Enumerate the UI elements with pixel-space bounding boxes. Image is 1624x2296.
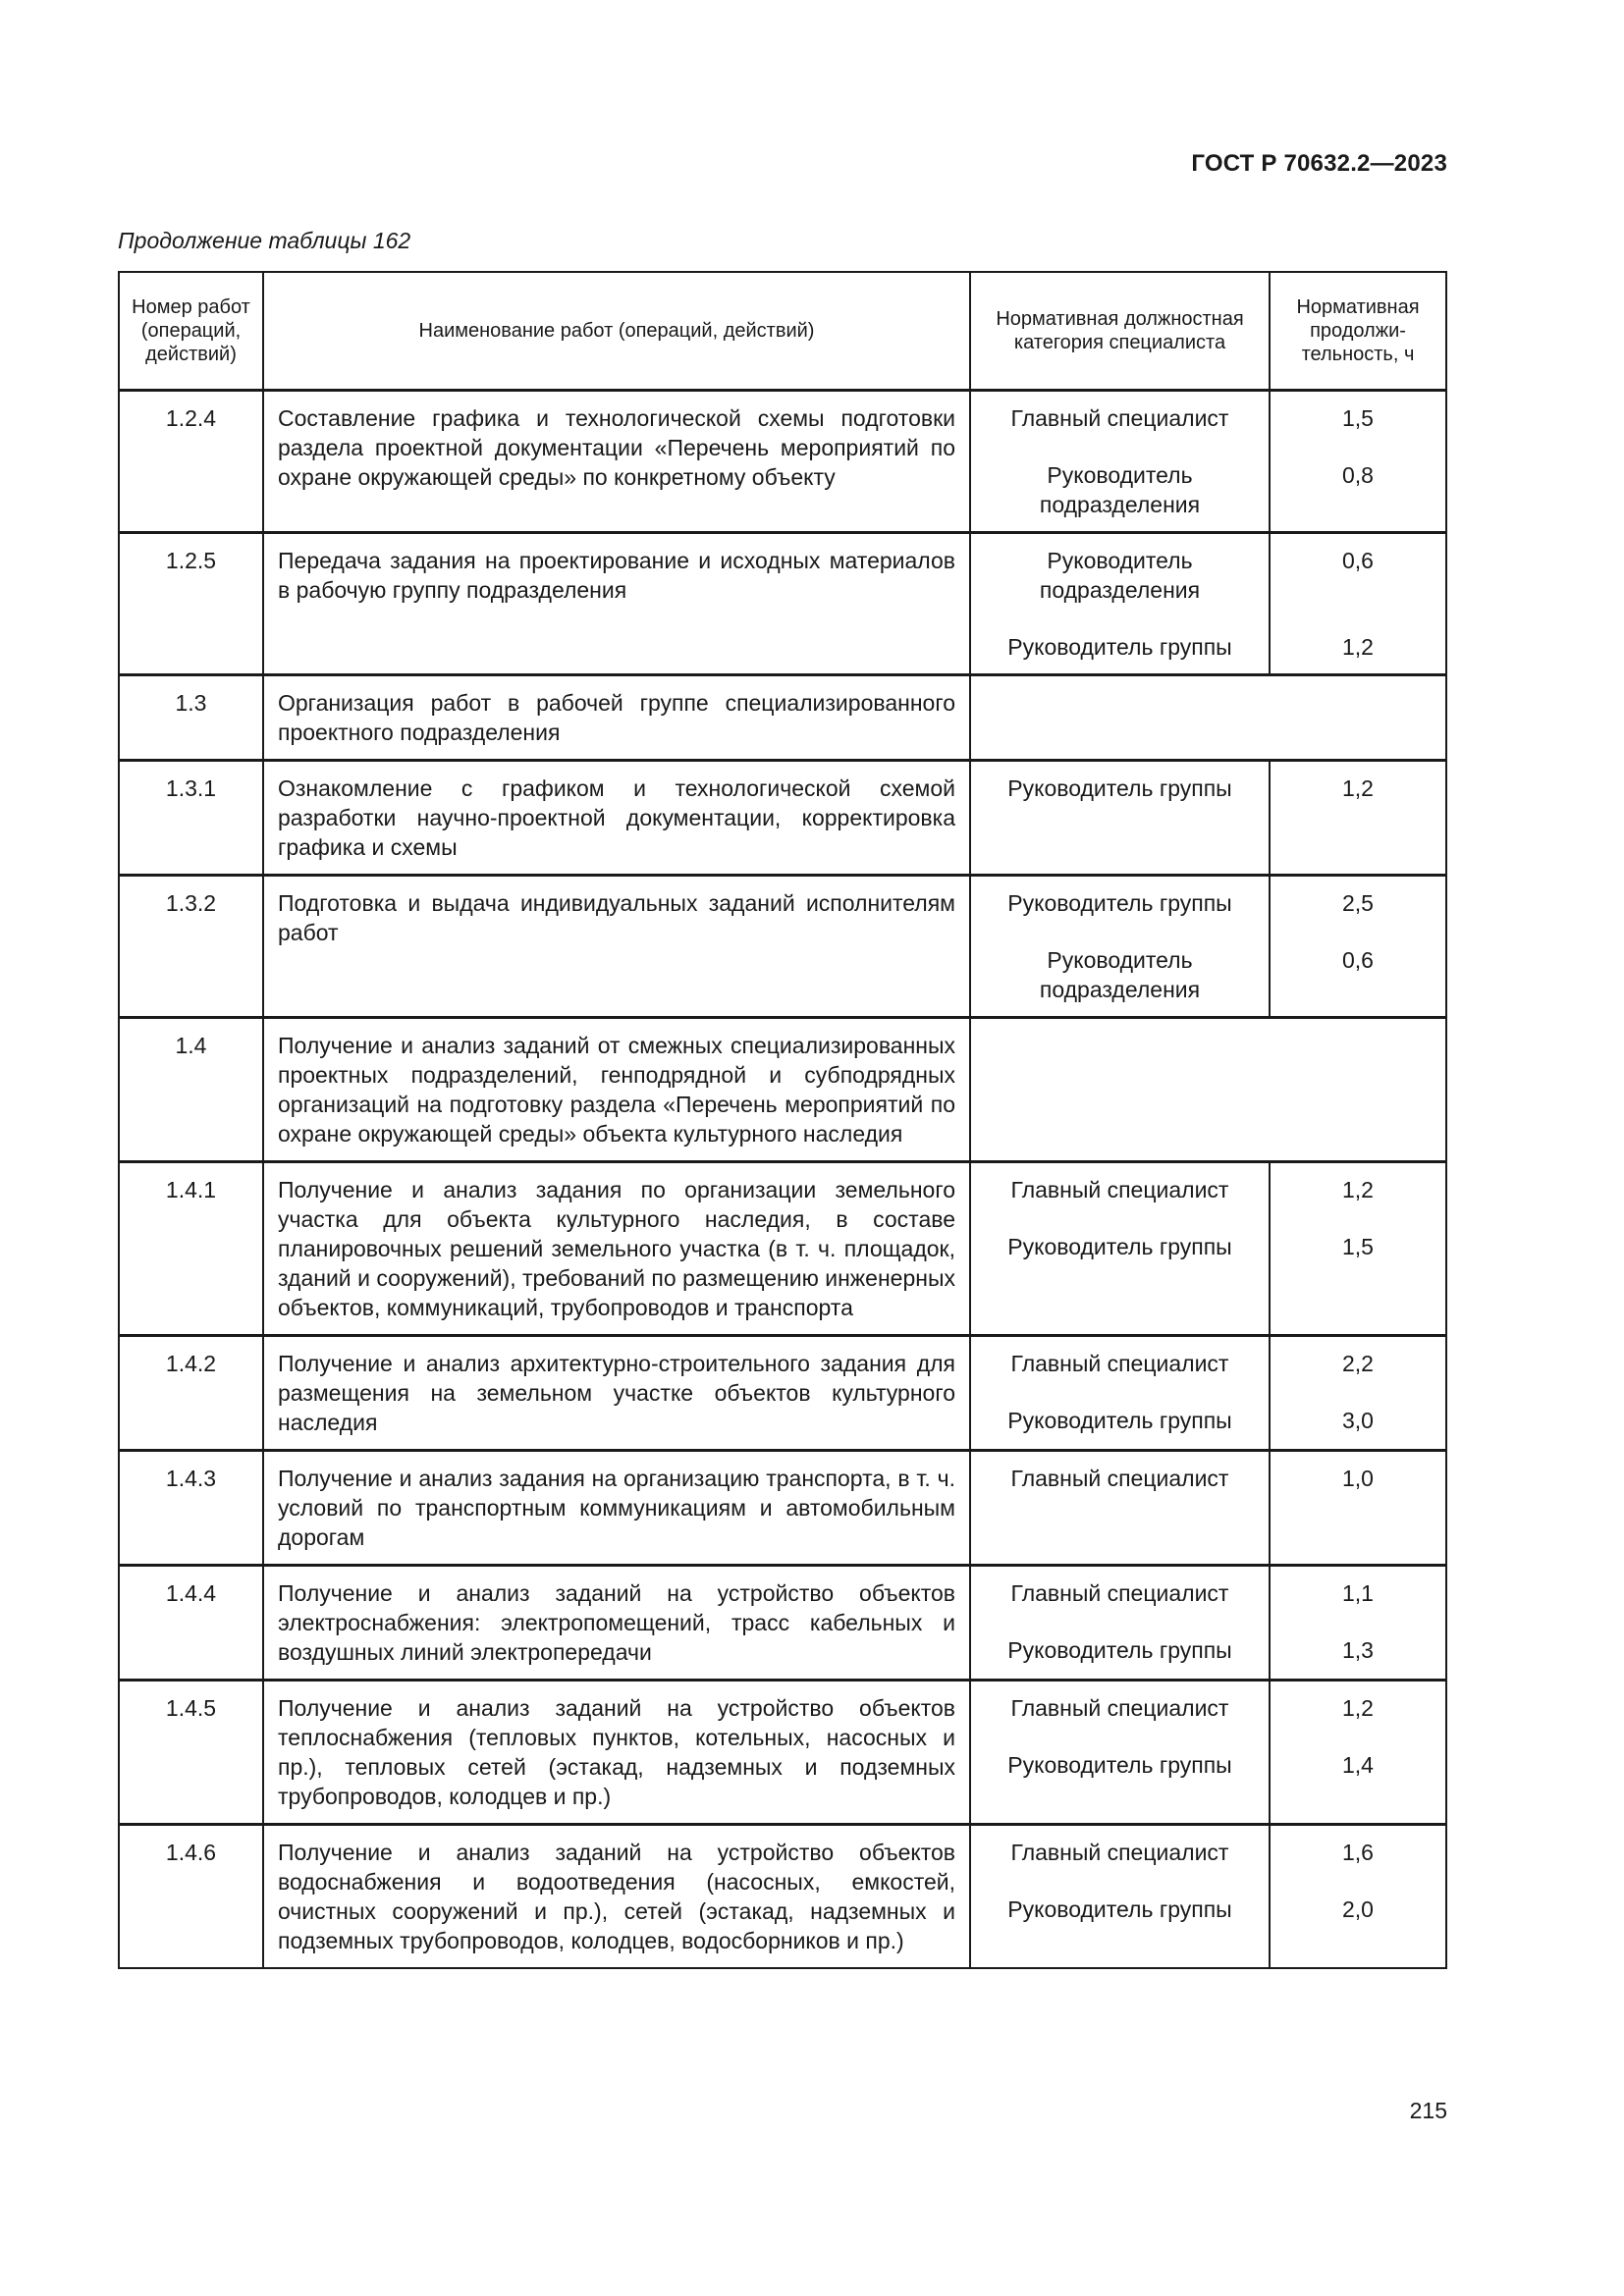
table-row — [119, 876, 1446, 1018]
work-number: 1.4.5 — [119, 1681, 263, 1825]
document-code: ГОСТ Р 70632.2—2023 — [1191, 150, 1447, 177]
work-name: Передача задания на проектирование и исходных материалов в рабочую группу подразделения — [263, 533, 970, 675]
work-name: Подготовка и выдача индивидуальных заданий исполнителям работ — [263, 876, 970, 1018]
category-cell — [970, 1825, 1270, 1969]
table-row — [119, 1018, 1446, 1162]
duration-value: 3,0 — [1342, 1408, 1374, 1433]
duration-value: 2,0 — [1342, 1896, 1374, 1922]
empty-cell — [970, 675, 1446, 761]
table-row — [119, 1566, 1446, 1681]
duration-value: 2,2 — [1342, 1351, 1374, 1376]
duration-cell — [1270, 761, 1446, 876]
table-caption: Продолжение таблицы 162 — [118, 228, 411, 253]
specialist-category: Руководитель подразделения — [1039, 947, 1201, 1002]
specialist-category: Руководитель группы — [1007, 1637, 1232, 1663]
duration-cell — [1270, 1566, 1446, 1681]
duration-cell — [1270, 533, 1446, 675]
category-cell — [970, 533, 1270, 675]
work-name: Получение и анализ заданий на устройство объектов водоснабжения и водоотведения (насосных, емкостей, очистных сооружений и пр.), сетей (эстакад, надземных и подземных трубопроводов, колодцев, водосборников и пр.) — [263, 1825, 970, 1969]
duration-value: 1,2 — [1342, 775, 1374, 801]
specialist-category: Главный специалист — [1010, 405, 1229, 431]
duration-cell — [1270, 1451, 1446, 1566]
duration-value: 1,1 — [1342, 1580, 1374, 1606]
specialist-category: Руководитель группы — [1007, 1234, 1232, 1259]
work-name: Получение и анализ заданий на устройство объектов электроснабжения: электропомещений, трасс кабельных и воздушных линий электропередачи — [263, 1566, 970, 1681]
work-number: 1.4.2 — [119, 1336, 263, 1451]
duration-value: 1,5 — [1342, 1234, 1374, 1259]
duration-value: 0,6 — [1342, 548, 1374, 573]
work-name: Получение и анализ задания по организации земельного участка для объекта культурного наследия, в составе планировочных решений земельного участка (в т. ч. площадок, зданий и сооружений), требований по размещению инженерных объектов, коммуникаций, трубопроводов и транспорта — [263, 1162, 970, 1336]
duration-value: 1,2 — [1342, 634, 1374, 660]
work-name: Ознакомление с графиком и технологической схемой разработки научно-проектной документации, корректировка графика и схемы — [263, 761, 970, 876]
specialist-category: Главный специалист — [1010, 1177, 1229, 1202]
duration-value: 2,5 — [1342, 890, 1374, 916]
table-row — [119, 761, 1446, 876]
column-header-name: Наименование работ (операций, действий) — [263, 272, 970, 391]
category-cell — [970, 1162, 1270, 1336]
category-cell — [970, 1451, 1270, 1566]
specialist-category: Руководитель группы — [1007, 775, 1232, 801]
specialist-category: Руководитель группы — [1007, 1896, 1232, 1922]
column-header-duration: Нормативная продолжи-тельность, ч — [1270, 272, 1446, 391]
empty-cell — [970, 1018, 1446, 1162]
work-number: 1.4.6 — [119, 1825, 263, 1969]
specialist-category: Главный специалист — [1010, 1840, 1229, 1865]
duration-value: 1,4 — [1342, 1752, 1374, 1778]
specialist-category: Руководитель группы — [1007, 890, 1232, 916]
specialist-category: Главный специалист — [1010, 1351, 1229, 1376]
work-name: Получение и анализ архитектурно-строительного задания для размещения на земельном участке объектов культурного наследия — [263, 1336, 970, 1451]
table-row — [119, 1825, 1446, 1969]
duration-value: 1,2 — [1342, 1695, 1374, 1721]
category-cell — [970, 1681, 1270, 1825]
table-row — [119, 1162, 1446, 1336]
table-row — [119, 391, 1446, 533]
specialist-category: Руководитель подразделения — [1039, 462, 1201, 517]
column-header-number: Номер работ (операций, действий) — [119, 272, 263, 391]
work-name: Составление графика и технологической схемы подготовки раздела проектной документации «Перечень мероприятий по охране окружающей среды» по конкретному объекту — [263, 391, 970, 533]
specialist-category: Главный специалист — [1010, 1695, 1229, 1721]
category-cell — [970, 1336, 1270, 1451]
work-name: Получение и анализ заданий от смежных специализированных проектных подразделений, генподрядной и субподрядных организаций на подготовку раздела «Перечень мероприятий по охране окружающей среды» объекта культурного наследия — [263, 1018, 970, 1162]
work-name: Организация работ в рабочей группе специализированного проектного подразделения — [263, 675, 970, 761]
specialist-category: Главный специалист — [1010, 1580, 1229, 1606]
category-cell — [970, 761, 1270, 876]
specialist-category: Главный специалист — [1010, 1466, 1229, 1491]
specialist-category: Руководитель подразделения — [1039, 548, 1201, 603]
work-number: 1.4.3 — [119, 1451, 263, 1566]
duration-value: 1,0 — [1342, 1466, 1374, 1491]
table-row — [119, 1451, 1446, 1566]
work-number: 1.4 — [119, 1018, 263, 1162]
duration-cell — [1270, 1336, 1446, 1451]
duration-cell — [1270, 391, 1446, 533]
duration-value: 0,8 — [1342, 462, 1374, 488]
category-cell — [970, 876, 1270, 1018]
work-number: 1.3.1 — [119, 761, 263, 876]
duration-cell — [1270, 1825, 1446, 1969]
duration-cell — [1270, 1162, 1446, 1336]
work-number: 1.3.2 — [119, 876, 263, 1018]
table-row — [119, 533, 1446, 675]
table-header-row — [119, 272, 1446, 391]
duration-value: 1,2 — [1342, 1177, 1374, 1202]
specialist-category: Руководитель группы — [1007, 1752, 1232, 1778]
duration-value: 1,3 — [1342, 1637, 1374, 1663]
category-cell — [970, 391, 1270, 533]
table-row — [119, 675, 1446, 761]
column-header-category: Нормативная должностная категория специалиста — [970, 272, 1270, 391]
duration-cell — [1270, 876, 1446, 1018]
work-number: 1.3 — [119, 675, 263, 761]
work-number: 1.4.1 — [119, 1162, 263, 1336]
specialist-category: Руководитель группы — [1007, 1408, 1232, 1433]
work-number: 1.4.4 — [119, 1566, 263, 1681]
work-name: Получение и анализ заданий на устройство объектов теплоснабжения (тепловых пунктов, котельных, насосных и пр.), тепловых сетей (эстакад, надземных и подземных трубопроводов, колодцев и пр.) — [263, 1681, 970, 1825]
table-row — [119, 1336, 1446, 1451]
table-body — [119, 391, 1446, 1969]
duration-value: 1,5 — [1342, 405, 1374, 431]
work-number: 1.2.4 — [119, 391, 263, 533]
work-norms-table — [118, 271, 1447, 1969]
duration-value: 1,6 — [1342, 1840, 1374, 1865]
duration-value: 0,6 — [1342, 947, 1374, 973]
work-name: Получение и анализ задания на организацию транспорта, в т. ч. условий по транспортным коммуникациям и автомобильным дорогам — [263, 1451, 970, 1566]
page-number: 215 — [1409, 2098, 1447, 2123]
category-cell — [970, 1566, 1270, 1681]
work-number: 1.2.5 — [119, 533, 263, 675]
duration-cell — [1270, 1681, 1446, 1825]
specialist-category: Руководитель группы — [1007, 634, 1232, 660]
table-row — [119, 1681, 1446, 1825]
